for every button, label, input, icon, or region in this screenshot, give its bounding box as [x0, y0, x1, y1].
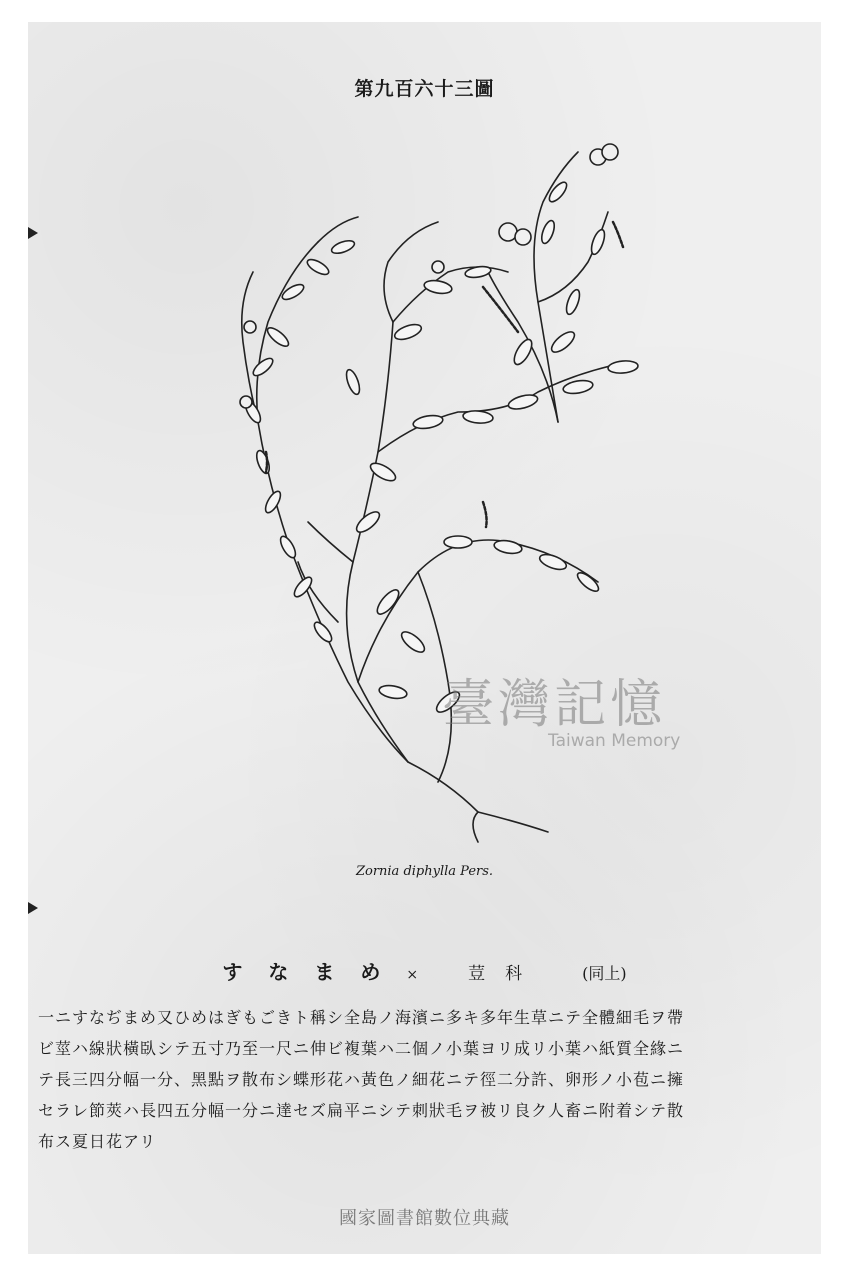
book-page	[28, 22, 821, 1254]
description-line: ビ莖ハ線狀橫臥シテ五寸乃至一尺ニ伸ビ複葉ハ二個ノ小葉ヨリ成リ小葉ハ紙質全緣ニ	[38, 1039, 685, 1058]
watermark-english: Taiwan Memory	[548, 731, 681, 751]
entry-heading	[28, 956, 821, 985]
description-line: テ長三四分幅一分、黑點ヲ散布シ蝶形花ハ黃色ノ細花ニテ徑二分許、卵形ノ小苞ニ擁	[38, 1070, 685, 1089]
plate-title: 第九百六十三圖	[354, 78, 495, 100]
entry-note: (同上)	[582, 964, 627, 983]
edge-notch-top	[28, 227, 38, 239]
figure-caption: Zornia diphylla Pers.	[355, 864, 494, 879]
description-line: 布ス夏日花アリ	[38, 1132, 157, 1151]
description-line: セラレ節莢ハ長四五分幅一分ニ達セズ扁平ニシテ刺狀毛ヲ被リ良ク人畜ニ附着シテ散	[38, 1101, 685, 1120]
description-text	[38, 1002, 813, 1157]
plant-illustration	[178, 122, 698, 862]
watermark-chinese: 臺灣記憶	[442, 675, 667, 735]
entry-name: すなまめ	[222, 960, 407, 984]
library-stamp: 國家圖書館數位典藏	[339, 1208, 510, 1229]
entry-family: 荳科	[468, 964, 543, 984]
edge-notch-bottom	[28, 902, 38, 914]
entry-mark: ×	[406, 967, 419, 983]
description-line: 一ニすなぢまめ又ひめはぎもごきト稱シ全島ノ海濱ニ多キ多年生草ニテ全體細毛ヲ帶	[38, 1008, 685, 1027]
watermark	[428, 662, 680, 751]
